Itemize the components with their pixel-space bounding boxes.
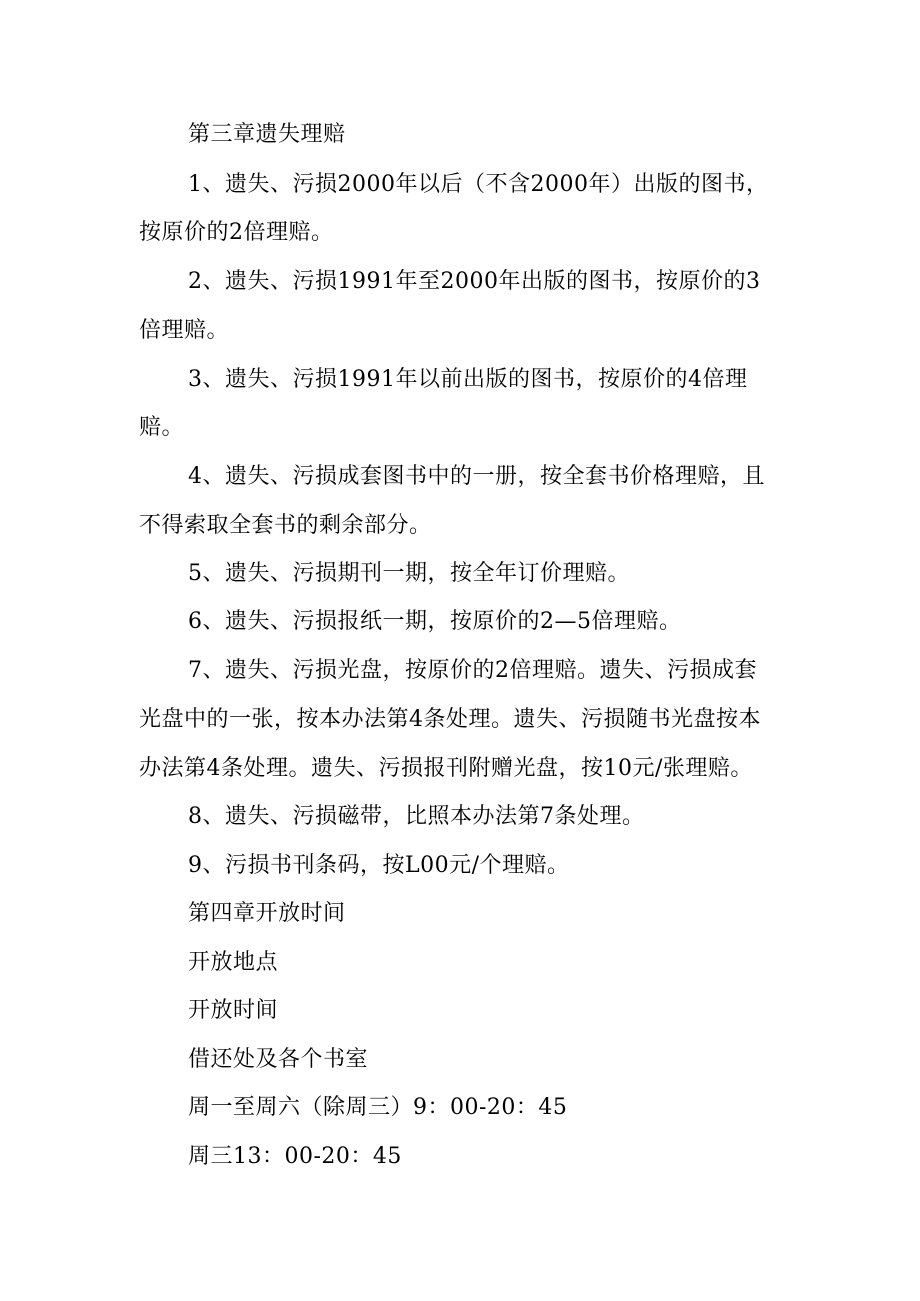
chapter-4-heading: 第四章开放时间 <box>188 901 346 926</box>
item-6-line-1: 6、遗失、污损报纸一期，按原价的2—5倍理赔。 <box>188 609 682 634</box>
item-7-line-2: 光盘中的一张，按本办法第4条处理。遗失、污损随书光盘按本 <box>139 707 761 732</box>
open-place: 借还处及各个书室 <box>188 1047 369 1072</box>
item-1-line-1: 1、遗失、污损2000年以后（不含2000年）出版的图书， <box>188 172 769 197</box>
item-9-line-1: 9、污损书刊条码，按L00元/个理赔。 <box>188 853 570 878</box>
item-2-line-1: 2、遗失、污损1991年至2000年出版的图书，按原价的3 <box>188 269 761 294</box>
hours-weekday: 周一至周六（除周三）9：00-20：45 <box>188 1095 568 1120</box>
item-7-line-1: 7、遗失、污损光盘，按原价的2倍理赔。遗失、污损成套 <box>188 658 757 683</box>
item-5-line-1: 5、遗失、污损期刊一期，按全年订价理赔。 <box>188 561 630 586</box>
item-4-line-2: 不得索取全套书的剩余部分。 <box>139 513 432 538</box>
item-1-line-2: 按原价的2倍理赔。 <box>139 220 334 245</box>
item-4-line-1: 4、遗失、污损成套图书中的一册，按全套书价格理赔，且 <box>188 464 765 489</box>
item-3-line-2: 赔。 <box>139 415 185 440</box>
item-3-line-1: 3、遗失、污损1991年以前出版的图书，按原价的4倍理 <box>188 367 748 392</box>
item-2-line-2: 倍理赔。 <box>139 318 230 343</box>
item-8-line-1: 8、遗失、污损磁带，比照本办法第7条处理。 <box>188 804 645 829</box>
chapter-3-heading: 第三章遗失理赔 <box>188 122 346 147</box>
item-7-line-3: 办法第4条处理。遗失、污损报刊附赠光盘，按10元/张理赔。 <box>139 756 753 781</box>
hours-wednesday: 周三13：00-20：45 <box>188 1144 402 1169</box>
open-location-label: 开放地点 <box>188 950 279 975</box>
open-time-label: 开放时间 <box>188 998 279 1023</box>
